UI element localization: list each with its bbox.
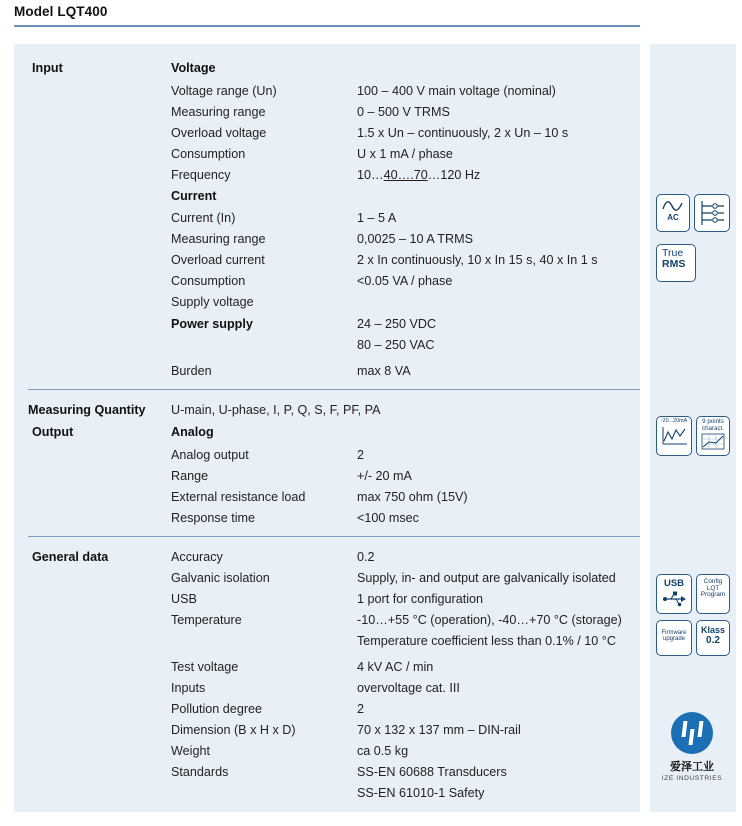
value-response-time: <100 msec bbox=[357, 511, 419, 525]
label-test-voltage: Test voltage bbox=[171, 660, 239, 674]
label-weight: Weight bbox=[171, 744, 210, 758]
frequency-part-3: …120 Hz bbox=[427, 168, 481, 182]
characteristic-icon bbox=[696, 416, 730, 456]
true-rms-icon bbox=[656, 244, 696, 282]
subheading-voltage: Voltage bbox=[171, 61, 216, 75]
value-pollution-degree: 2 bbox=[357, 702, 365, 716]
value-external-resistance-load: max 750 ohm (15V) bbox=[357, 490, 468, 504]
config-program-icon-line3: Program bbox=[700, 591, 726, 599]
label-frequency: Frequency bbox=[171, 168, 231, 182]
label-consumption-current: Consumption bbox=[171, 274, 246, 288]
firmware-upgrade-icon-line1: Firmware bbox=[661, 630, 687, 636]
true-rms-icon-line1: True bbox=[662, 247, 684, 259]
value-measuring-quantity: U-main, U-phase, I, P, Q, S, F, PF, PA bbox=[171, 403, 381, 417]
label-inputs: Inputs bbox=[171, 681, 206, 695]
value-frequency bbox=[357, 165, 480, 186]
value-dimension: 70 x 132 x 137 mm – DIN-rail bbox=[357, 723, 521, 737]
label-analog-output: Analog output bbox=[171, 448, 249, 462]
title-divider bbox=[14, 25, 640, 27]
value-standards-1: SS-EN 60688 Transducers bbox=[357, 765, 507, 779]
usb-icon bbox=[656, 574, 692, 614]
section-divider-1 bbox=[28, 389, 640, 390]
value-galvanic-isolation: Supply, in- and output are galvanically isolated bbox=[357, 571, 616, 585]
label-current-in: Current (In) bbox=[171, 211, 236, 225]
label-range: Range bbox=[171, 469, 209, 483]
label-response-time: Response time bbox=[171, 511, 255, 525]
value-consumption-voltage: U x 1 mA / phase bbox=[357, 147, 453, 161]
accuracy-class-icon-line2: 0.2 bbox=[706, 635, 720, 647]
label-external-resistance-load: External resistance load bbox=[171, 490, 306, 504]
value-analog-output: 2 bbox=[357, 448, 365, 462]
subheading-analog: Analog bbox=[171, 425, 214, 439]
label-temperature: Temperature bbox=[171, 613, 242, 627]
logo-chinese-name: 爱泽工业 bbox=[670, 760, 714, 773]
value-temperature: -10…+55 °C (operation), -40…+70 °C (storage) bbox=[357, 613, 622, 627]
value-usb: 1 port for configuration bbox=[357, 592, 484, 606]
value-measuring-range-current: 0,0025 – 10 A TRMS bbox=[357, 232, 473, 246]
logo-mark-icon bbox=[671, 712, 713, 754]
icon-column bbox=[650, 44, 736, 812]
label-dimension: Dimension (B x H x D) bbox=[171, 723, 296, 737]
value-power-supply-dc: 24 – 250 VDC bbox=[357, 317, 437, 331]
label-accuracy: Accuracy bbox=[171, 550, 223, 564]
subheading-current: Current bbox=[171, 189, 217, 203]
accuracy-class-icon bbox=[696, 620, 730, 656]
section-label-output: Output bbox=[32, 425, 74, 439]
subheading-power-supply: Power supply bbox=[171, 317, 253, 331]
label-measuring-range-voltage: Measuring range bbox=[171, 105, 266, 119]
ize-industries-logo bbox=[652, 712, 732, 782]
true-rms-icon-line2: RMS bbox=[662, 258, 686, 271]
label-burden: Burden bbox=[171, 364, 212, 378]
value-test-voltage: 4 kV AC / min bbox=[357, 660, 434, 674]
label-usb: USB bbox=[171, 592, 197, 606]
value-standards-2: SS-EN 61010-1 Safety bbox=[357, 786, 485, 800]
value-voltage-range: 100 – 400 V main voltage (nominal) bbox=[357, 84, 556, 98]
value-measuring-range-voltage: 0 – 500 V TRMS bbox=[357, 105, 450, 119]
label-supply-voltage: Supply voltage bbox=[171, 295, 254, 309]
section-label-input: Input bbox=[32, 61, 63, 75]
value-accuracy: 0.2 bbox=[357, 550, 375, 564]
label-measuring-range-current: Measuring range bbox=[171, 232, 266, 246]
config-program-icon bbox=[696, 574, 730, 614]
firmware-upgrade-icon bbox=[656, 620, 692, 656]
three-phase-icon bbox=[694, 194, 730, 232]
frequency-part-2: 40….70 bbox=[383, 168, 428, 182]
specification-panel bbox=[14, 44, 640, 812]
frequency-part-1: 10… bbox=[357, 168, 384, 182]
value-temperature-coefficient: Temperature coefficient less than 0.1% / 10 °C bbox=[357, 634, 616, 648]
value-inputs: overvoltage cat. III bbox=[357, 681, 460, 695]
config-program-icon-line2: LQT bbox=[706, 584, 720, 592]
characteristic-icon-line1: 9 points bbox=[702, 418, 724, 425]
accuracy-class-icon-line1: Klass bbox=[700, 625, 726, 635]
ac-icon bbox=[656, 194, 690, 232]
value-overload-voltage: 1.5 x Un – continuously, 2 x Un – 10 s bbox=[357, 126, 569, 140]
label-overload-current: Overload current bbox=[171, 253, 265, 267]
section-label-measuring-quantity: Measuring Quantity bbox=[28, 403, 146, 417]
logo-english-name: IZE INDUSTRIES bbox=[661, 775, 723, 782]
value-burden: max 8 VA bbox=[357, 364, 411, 378]
value-power-supply-ac: 80 – 250 VAC bbox=[357, 338, 435, 352]
label-galvanic-isolation: Galvanic isolation bbox=[171, 571, 270, 585]
config-program-icon-line1: Config bbox=[703, 578, 723, 585]
value-consumption-current: <0.05 VA / phase bbox=[357, 274, 453, 288]
ac-icon-label: AC bbox=[667, 213, 679, 222]
section-divider-2 bbox=[28, 536, 640, 537]
value-overload-current: 2 x In continuously, 10 x In 15 s, 40 x In 1 s bbox=[357, 253, 598, 267]
value-weight: ca 0.5 kg bbox=[357, 744, 409, 758]
characteristic-icon-line2: charact. bbox=[701, 424, 724, 432]
label-standards: Standards bbox=[171, 765, 229, 779]
page-title: Model LQT400 bbox=[14, 4, 108, 19]
section-label-general-data: General data bbox=[32, 550, 109, 564]
value-current-in: 1 – 5 A bbox=[357, 211, 397, 225]
usb-icon-label: USB bbox=[663, 578, 685, 589]
label-pollution-degree: Pollution degree bbox=[171, 702, 263, 716]
waveform-icon bbox=[656, 416, 692, 456]
label-overload-voltage: Overload voltage bbox=[171, 126, 267, 140]
value-range: +/- 20 mA bbox=[357, 469, 412, 483]
waveform-icon-label: -20...20mA bbox=[660, 418, 688, 424]
label-voltage-range: Voltage range (Un) bbox=[171, 84, 277, 98]
label-consumption-voltage: Consumption bbox=[171, 147, 246, 161]
firmware-upgrade-icon-line2: upgrade bbox=[662, 636, 686, 643]
